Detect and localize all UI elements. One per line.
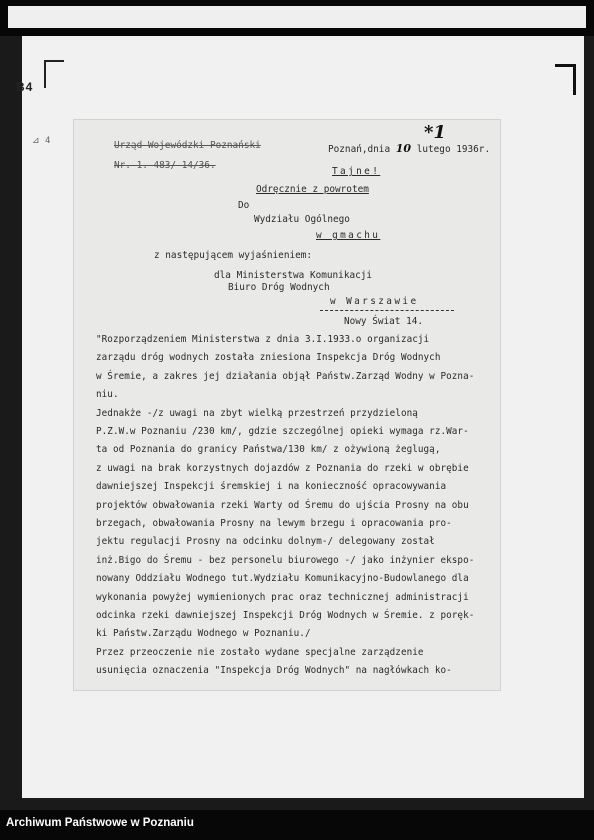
handwritten-number: *1 xyxy=(424,122,446,143)
ministry-name: dla Ministerstwa Komunikacji xyxy=(214,270,373,281)
classification: Tajne! xyxy=(332,166,381,177)
body-line: zarządu dróg wodnych została zniesiona Inspekcja Dróg Wodnych xyxy=(96,352,441,364)
body-line: projektów obwałowania rzeki Warty od Śremu do ujścia Prosny na obu xyxy=(96,499,469,511)
body-line: Przez przeoczenie nie zostało wydane specjalne zarządzenie xyxy=(96,646,424,658)
body-line: ta od Poznania do granicy Państwa/130 km/ z ożywioną żeglugą, xyxy=(96,444,441,456)
frame-bracket-right xyxy=(555,64,576,95)
corner-mark: ⊿ 4 xyxy=(32,136,51,146)
date-day-handwritten: 10 xyxy=(395,142,412,155)
body-line: niu. xyxy=(96,389,119,401)
body-line: jektu regulacji Prosny na odcinku dolnym-/ delegowany został xyxy=(96,536,435,548)
letter-sheet xyxy=(74,120,500,690)
body-line: "Rozporządzeniem Ministerstwa z dnia 3.I.1933.o organizacji xyxy=(96,334,430,345)
header-office: Urząd Wojewódzki Poznański xyxy=(114,140,261,151)
body-line: dawniejszej Inspekcji śremskiej i na konieczność opracowywania xyxy=(96,481,447,493)
body-line: z uwagi na brak korzystnych dojazdów z Poznania do rzeki w obrębie xyxy=(96,462,469,474)
header-reference: Nr. 1. 483/ 14/36. xyxy=(114,160,216,171)
body-line: usunięcia oznaczenia "Inspekcja Dróg Wodnych" na nagłówkach ko- xyxy=(96,665,452,677)
body-line: P.Z.W.w Poznaniu /230 km/, gdzie szczególnej opieki wymaga rz.War- xyxy=(96,426,469,437)
body-line: ki Państw.Zarządu Wodnego w Poznaniu./ xyxy=(96,628,311,640)
body-line: odcinka rzeki dawniejszej Inspekcji Dróg Wodnych w Śremie. z poręk- xyxy=(96,610,475,621)
date-prefix: Poznań,dnia xyxy=(328,144,391,155)
city-dash-rule xyxy=(320,310,454,311)
body-line: nowany Oddziału Wodnego tut.Wydziału Komunikacyjno-Budowlanego dla xyxy=(96,573,469,585)
film-top-margin xyxy=(8,6,586,28)
frame-bracket-left xyxy=(44,60,64,88)
street-address: Nowy Świat 14. xyxy=(344,316,424,327)
body-line: Jednakże -/z uwagi na zbyt wielką przestrzeń przydzieloną xyxy=(96,407,418,419)
body-line: inż.Bigo do Śremu - bez personelu biurowego -/ jako inżynier ekspo- xyxy=(96,554,475,566)
return-note: Odręcznie z powrotem xyxy=(256,184,369,195)
archive-label: Archiwum Państwowe w Poznaniu xyxy=(6,817,194,829)
date-suffix: lutego 1936r. xyxy=(416,144,491,155)
intro-line: z następującem wyjaśnieniem: xyxy=(154,250,313,261)
body-line: wykonania powyżej wymienionych prac oraz technicznej administracji xyxy=(96,591,469,603)
film-top-strip xyxy=(0,0,594,36)
recipient-building: w gmachu xyxy=(316,230,381,241)
scan-mount xyxy=(16,36,584,798)
catalog-mark: B4 xyxy=(16,80,34,94)
date-line xyxy=(328,142,490,155)
recipient-department: Wydziału Ogólnego xyxy=(254,214,350,225)
body-line: w Śremie, a zakres jej działania objął Państw.Zarząd Wodny w Pozna- xyxy=(96,370,475,382)
destination-city: w Warszawie xyxy=(330,296,419,307)
ministry-office: Biuro Dróg Wodnych xyxy=(228,282,330,293)
body-line: brzegach, obwałowania Prosny na lewym brzegu i opracowania pro- xyxy=(96,518,452,529)
to-label: Do xyxy=(238,200,250,211)
